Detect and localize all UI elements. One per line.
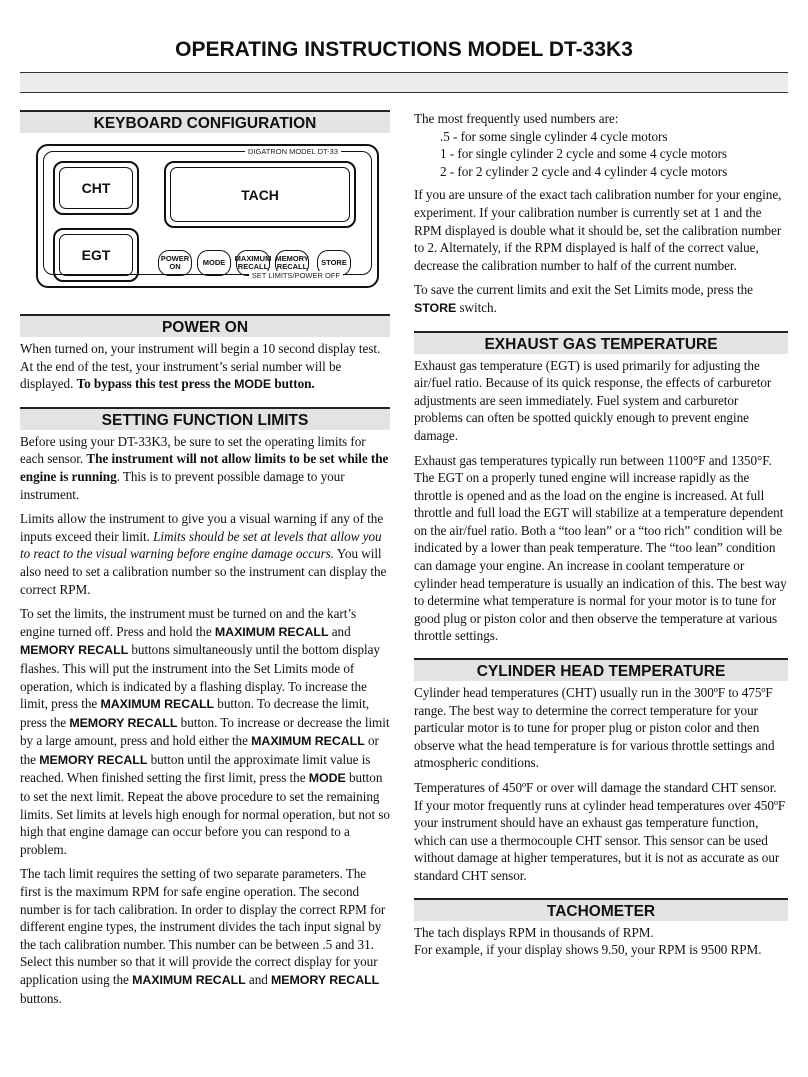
frequent-number-item: 1 - for single cylinder 2 cycle and some 4 cycle motors: [440, 146, 727, 162]
keyboard-heading: KEYBOARD CONFIGURATION: [20, 110, 390, 133]
cht-section: [414, 658, 788, 885]
power-on-button[interactable]: POWER ON: [158, 250, 192, 276]
egt-paragraph-1: Exhaust gas temperature (EGT) is used primarily for adjusting the air/fuel ratio. Because of its quick response, the effects of carburetor adjustments are seen immediately. Fuel system and carburetor problems can often be spotted quickly enough to prevent engine damage.: [414, 357, 772, 443]
cht-heading: CYLINDER HEAD TEMPERATURE: [414, 658, 788, 681]
tach-display: [164, 161, 356, 228]
cht-paragraph-1: Cylinder head temperatures (CHT) usually run in the 300ºF to 475ºF range. The best way to determine the correct temperature for your particular motor is to tune for proper plug or piston color and then observe what the head temperature is for various throttle settings and atmospheric conditions.: [414, 685, 775, 771]
left-column: [20, 110, 390, 1007]
keyboard-footer: SET LIMITS/POWER OFF: [249, 271, 343, 280]
header-rule: [20, 72, 788, 93]
page-title: OPERATING INSTRUCTIONS MODEL DT-33K3: [175, 38, 633, 61]
egt-label: EGT: [81, 247, 111, 263]
cht-label: CHT: [81, 180, 111, 196]
mode-button[interactable]: MODE: [197, 250, 231, 276]
egt-heading: EXHAUST GAS TEMPERATURE: [414, 331, 788, 354]
limits-paragraph-3: To set the limits, the instrument must be turned on and the kart’s engine turned off. Press and hold the MAXIMUM RECALL and MEMORY RECALL buttons simultaneously until the bottom display flashes. This will put the instrument into the Set Limits mode of operation, which is indicated by a flashing display. To increase the limit, press the MAXIMUM RECALL button. To decrease the limit, press the MEMORY RECALL button. To increase or decrease the limit by a large amount, press and hold either the MAXIMUM RECALL or the MEMORY RECALL button until the approximate limit value is reached. When finished setting the first limit, press the MODE button to set the next limit. Repeat the above procedure to set the remaining limits. Set limits at levels high enough for normal operation, but not so high that engine damage can occur before you can respond to a problem.: [20, 606, 390, 857]
limits-paragraph-4: The tach limit requires the setting of two separate parameters. The first is the maximum RPM for safe engine operation. The second number is for tach calibration. In order to display the correct RPM for different engine types, the instrument divides the tach input signal by the tach calibration number. This number can be between .5 and 31. Select this number so that it will provide the correct display for your application using the MAXIMUM RECALL and MEMORY RECALL buttons.: [20, 866, 386, 1006]
frequent-number-item: 2 - for 2 cylinder 2 cycle and 4 cylinder 4 cycle motors: [440, 163, 728, 179]
egt-display: [53, 228, 139, 282]
egt-paragraph-2: Exhaust gas temperatures typically run between 1100°F and 1350°F. The EGT on a properly tuned engine will increase rapidly as the throttle is opened and as the load on the engine is increased. At full throttle and full load the EGT will stabilize at a temperature dependent on the air/fuel ratio. Both a “too lean” or a “too rich” condition will be indicated by a lower than peak temperature. The “too lean” condition can damage your engine. An increase in coolant temperature or cylinder head temperature is usually an indication of this. The best way to determine what temperature is normal for your motor is to tune for good plug or piston color and then observe the temperature at various throttle settings.: [414, 452, 787, 644]
power-on-section: [20, 314, 390, 394]
memory-recall-button[interactable]: MEMORY RECALL: [275, 250, 309, 276]
tach-heading: TACHOMETER: [414, 898, 788, 921]
keyboard-brand: DIGATRON MODEL DT-33: [245, 147, 341, 156]
limits-heading: SETTING FUNCTION LIMITS: [20, 407, 390, 430]
limits-paragraph-1: Before using your DT-33K3, be sure to set the operating limits for each sensor. The instrument will not allow limits to be set while the engine is running. This is to prevent possible damage to your instrument.: [20, 433, 389, 502]
right-column: [414, 110, 788, 959]
egt-section: [414, 331, 788, 646]
keyboard-panel: [43, 147, 372, 280]
frequent-numbers-intro: The most frequently used numbers are:: [414, 111, 619, 126]
frequent-number-item: .5 - for some single cylinder 4 cycle motors: [440, 128, 668, 144]
store-button[interactable]: STORE: [317, 250, 351, 276]
calibration-paragraph: If you are unsure of the exact tach calibration number for your engine, experiment. If your calibration number is currently set at 1 and the RPM displayed is double what it should be, set the calibration number to 2. Alternately, if the RPM displayed is half of the correct value, decrease the calibration number to half of the current number.: [414, 187, 782, 273]
power-on-text: When turned on, your instrument will begin a 10 second display test. At the end of the test, your instrument’s serial number will be displayed. To bypass this test press the MODE button.: [20, 341, 381, 392]
tach-label: TACH: [241, 186, 279, 203]
limits-section: [20, 407, 390, 1007]
limits-paragraph-2: Limits allow the instrument to give you a visual warning if any of the inputs exceed their limit. Limits should be set at levels that allow you to react to the visual warning before engine damage occurs. You will also need to set a calibration number so the instrument can display the correct RPM.: [20, 511, 387, 597]
cht-display: [53, 161, 139, 215]
maximum-recall-button[interactable]: MAXIMUM RECALL: [236, 250, 270, 276]
power-on-heading: POWER ON: [20, 314, 390, 337]
keyboard-section: [20, 110, 390, 292]
tach-line-1: The tach displays RPM in thousands of RPM.: [414, 924, 654, 940]
save-limits-paragraph: To save the current limits and exit the Set Limits mode, press the STORE switch.: [414, 282, 753, 315]
tach-line-2: For example, if your display shows 9.50, your RPM is 9500 RPM.: [414, 942, 762, 958]
cht-paragraph-2: Temperatures of 450ºF or over will damage the standard CHT sensor. If your motor frequently runs at cylinder head temperatures over 450ºF your instrument should have an exhaust gas temperature function, which can use a thermocouple CHT sensor. This sensor can be used without damage at higher temperatures, but it is not as accurate as our standard CHT sensor.: [414, 780, 786, 883]
keyboard-diagram: [36, 144, 379, 288]
tach-section: [414, 898, 788, 959]
